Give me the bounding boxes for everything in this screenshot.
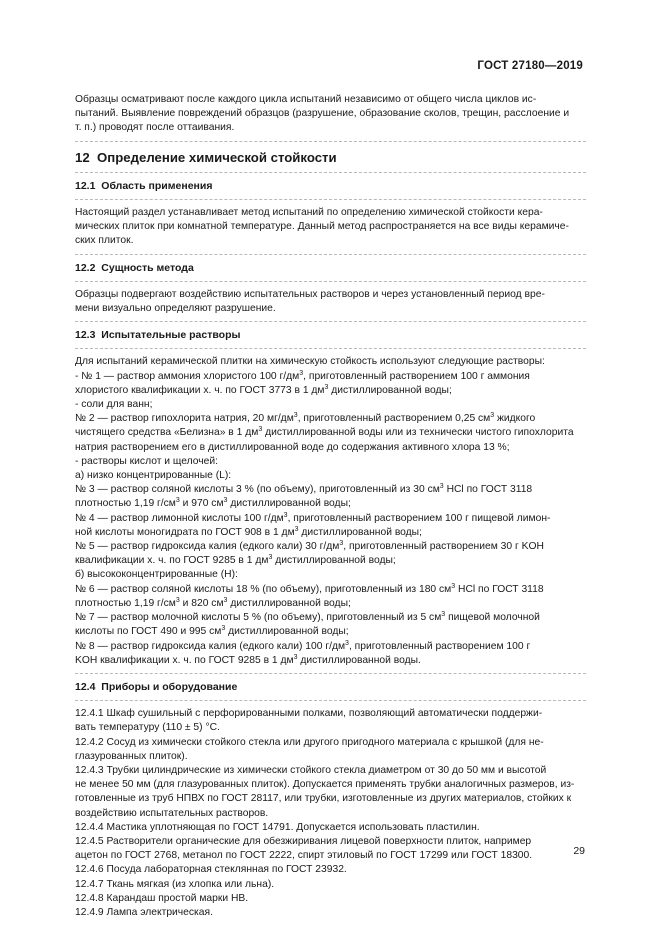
text-line: не менее 50 мм (для глазурованных плиток). Допускается применять трубки аналогичных размеров, из- <box>75 779 575 791</box>
subsection-heading: 12.1 Область применения <box>75 179 213 192</box>
solutions-list <box>75 355 586 667</box>
separator <box>75 172 586 173</box>
separator <box>75 321 586 322</box>
equipment-list <box>75 707 586 920</box>
subsection-heading: 12.2 Сущность метода <box>75 261 194 274</box>
text-line: хлористого квалификации х. ч. по ГОСТ 3773 в 1 $дм^3$ дистиллированной воды; <box>75 383 452 396</box>
text-line: плотностью 1,19 $г/см^3$ и 820 $см^3$ дистиллированной воды; <box>75 596 351 609</box>
separator <box>75 199 586 200</box>
text-line: Настоящий раздел устанавливает метод испытаний по определению химической стойкости кера- <box>75 207 543 219</box>
separator <box>75 700 586 701</box>
text-line: № 3 — раствор соляной кислоты 3 % (по объему), приготовленный из 30 $см^3$ HCl по ГОСТ 3118 <box>75 483 533 496</box>
text-line: плотностью 1,19 $г/см^3$ и 970 $см^3$ дистиллированной воды; <box>75 497 351 510</box>
text-line: вать температуру (110 ± 5) °С. <box>75 722 220 734</box>
text-line: кислоты по ГОСТ 490 и 995 $см^3$ дистиллированной воды; <box>75 625 349 638</box>
page-number: 29 <box>573 845 585 857</box>
text-line: 12.4.3 Трубки цилиндрические из химически стойкого стекла диаметром от 30 до 50 мм и высотой <box>75 764 547 776</box>
text-line: б) высококонцентрированные (Н): <box>75 569 238 581</box>
text-line: 12.4.4 Мастика уплотняющая по ГОСТ 14791. Допускается использовать пластилин. <box>75 821 480 833</box>
text-line: воздействию испытательных растворов. <box>75 807 269 819</box>
text-line: № 7 — раствор молочной кислоты 5 % (по объему), приготовленный из 5 $см^3$ пищевой молочной <box>75 611 540 624</box>
text-line: мени визуально определяют разрушение. <box>75 303 276 315</box>
text-line: 12.4.9 Лампа электрическая. <box>75 906 213 918</box>
text-line: Для испытаний керамической плитки на химическую стойкость используют следующие растворы: <box>75 356 545 368</box>
text-line: 12.4.6 Посуда лабораторная стеклянная по ГОСТ 23932. <box>75 864 347 876</box>
text-line: - соли для ванн; <box>75 399 153 411</box>
paragraph <box>75 288 586 316</box>
text-line: ацетон по ГОСТ 2768, метанол по ГОСТ 2222, спирт этиловый по ГОСТ 17299 или ГОСТ 18300. <box>75 850 533 862</box>
paragraph <box>75 206 586 249</box>
section-heading: 12 Определение химической стойкости <box>75 149 337 165</box>
text-line: чистящего средства «Белизна» в 1 $дм^3$ дистиллированной воды или из технически чистого гипохлорита <box>75 426 574 439</box>
separator <box>75 254 586 255</box>
text-line: ских плиток. <box>75 235 134 247</box>
text-line: т. п.) проводят после оттаивания. <box>75 122 235 134</box>
separator <box>75 348 586 349</box>
intro-paragraph <box>75 93 586 136</box>
text-line: № 4 — раствор лимонной кислоты 100 $г/дм^3$, приготовленный растворением 100 г пищевой лимон- <box>75 511 551 524</box>
document-code: ГОСТ 27180—2019 <box>477 60 583 72</box>
text-line: № 6 — раствор соляной кислоты 18 % (по объему), приготовленный из 180 $см^3$ HCl по ГОСТ 3118 <box>75 582 544 595</box>
text-line: а) низко концентрированные (L): <box>75 470 232 482</box>
page-content <box>75 93 586 920</box>
text-line: Образцы осматривают после каждого цикла испытаний независимо от общего числа циклов ис- <box>75 94 537 105</box>
text-line: № 5 — раствор гидроксида калия (едкого кали) 30 $г/дм^3$, приготовленный растворением 30 г KOH <box>75 540 544 553</box>
text-line: ной кислоты моногидрата по ГОСТ 908 в 1 $дм^3$ дистиллированной воды; <box>75 525 422 538</box>
subsection-heading: 12.4 Приборы и оборудование <box>75 680 238 693</box>
separator <box>75 141 586 142</box>
text-line: 12.4.7 Ткань мягкая (из хлопка или льна). <box>75 878 275 890</box>
text-line: 12.4.5 Растворители органические для обезжиривания лицевой поверхности плиток, например <box>75 835 532 847</box>
text-line: - растворы кислот и щелочей: <box>75 455 218 467</box>
text-line: Образцы подвергают воздействию испытательных растворов и через установленный период вре- <box>75 288 545 300</box>
text-line: 12.4.8 Карандаш простой марки НВ. <box>75 892 249 904</box>
text-line: 12.4.1 Шкаф сушильный с перфорированными полками, позволяющий автоматически поддержи- <box>75 708 543 720</box>
text-line: № 8 — раствор гидроксида калия (едкого кали) 100 $г/дм^3$, приготовленный растворением 100 г <box>75 639 531 652</box>
text-line: глазурованных плиток). <box>75 750 188 762</box>
text-line: мических плиток при комнатной температуре. Данный метод распространяется на все виды керамиче- <box>75 221 569 233</box>
text-line: № 2 — раствор гипохлорита натрия, 20 $мг/дм^3$, приготовленный растворением 0,25 $см^3$ жидкого <box>75 412 536 425</box>
separator <box>75 281 586 282</box>
text-line: 12.4.2 Сосуд из химически стойкого стекла или другого пригодного материала с крышкой (для не- <box>75 736 544 748</box>
text-line: натрия растворением его в дистиллированной воде до содержания активного хлора 13 %; <box>75 441 510 453</box>
text-line: квалификации х. ч. по ГОСТ 9285 в 1 $дм^3$ дистиллированной воды; <box>75 554 396 567</box>
separator <box>75 673 586 674</box>
text-line: KOH квалификации х. ч. по ГОСТ 9285 в 1 $дм^3$ дистиллированной воды. <box>75 653 421 666</box>
text-line: - № 1 — раствор аммония хлористого 100 $г/дм^3$, приготовленный растворением 100 г аммония <box>75 369 530 382</box>
text-line: готовленные из труб НПВХ по ГОСТ 28117, или трубки, изготовленные из других материалов, стойких к <box>75 793 572 805</box>
text-line: пытаний. Выявление повреждений образцов (разрушение, образование сколов, трещин, расслоение и <box>75 108 570 120</box>
subsection-heading: 12.3 Испытательные растворы <box>75 329 241 342</box>
